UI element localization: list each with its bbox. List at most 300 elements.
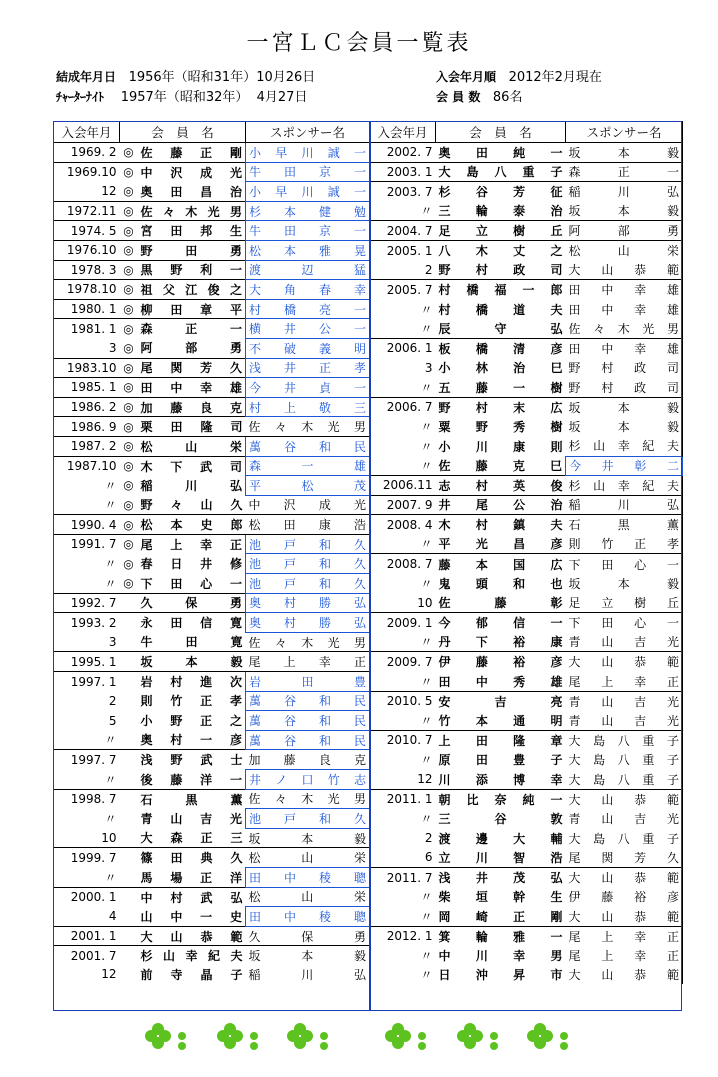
member-name: 箕 輪 雅 一: [436, 926, 566, 946]
table-row: [54, 574, 683, 594]
sponsor-name: [566, 319, 683, 339]
sponsor-name: [246, 672, 370, 692]
join-date: 2001. 1: [54, 926, 120, 946]
join-date: 1992. 7: [54, 593, 120, 613]
table-row: [54, 338, 683, 358]
member-name: 中 川 幸 男: [438, 948, 563, 963]
sponsor-name: [246, 338, 370, 358]
join-date: 〃: [420, 576, 433, 591]
sponsor-text: 石 黒 薫: [568, 518, 679, 533]
table-row: [54, 534, 683, 554]
member-name: 渡 邊 大 輔: [438, 831, 563, 846]
join-date: 1978. 3: [54, 260, 120, 280]
table-row: [54, 182, 683, 202]
member-name: 上 田 隆 章: [436, 730, 566, 750]
charter-mark: [120, 730, 138, 750]
member-name: 野 々 山 久: [140, 498, 243, 513]
column-divider: [369, 121, 371, 1011]
join-date: 〃: [420, 302, 433, 317]
sponsor-name: [566, 809, 683, 829]
charter-mark: ◎: [123, 478, 134, 493]
member-name: 野 村 末 広: [436, 397, 566, 417]
charter-mark: [120, 887, 138, 907]
sponsor-text: 佐 々 木 光 男: [248, 420, 366, 435]
sponsor-text: 萬 谷 和 民: [249, 694, 366, 709]
join-date: 2005. 1: [370, 240, 436, 260]
table-row: [54, 554, 683, 574]
member-name: 日 沖 昇 市: [438, 967, 563, 982]
member-name: 牛 田 寛: [140, 635, 243, 650]
join-date: 〃: [420, 635, 433, 650]
sponsor-name: [566, 162, 683, 182]
join-date: 2009. 7: [370, 652, 436, 672]
member-name: 春 日 井 修: [140, 557, 242, 572]
sponsor-name: [246, 201, 370, 221]
founded-label: 結成年月日: [56, 70, 117, 84]
member-name: 中 沢 成 光: [138, 162, 246, 182]
sponsor-name: [246, 456, 370, 476]
clover-icon: [217, 1023, 258, 1050]
sponsor-text: 今 井 彰 二: [569, 459, 679, 474]
member-name: 稲 川 弘: [140, 478, 243, 493]
charter-mark: [120, 848, 138, 868]
charter-mark: ◎: [120, 515, 138, 535]
sponsor-text: 池 戸 和 久: [249, 537, 366, 552]
join-date: 2004. 7: [370, 221, 436, 241]
join-date: 〃: [54, 770, 120, 790]
sponsor-text: 大 山 恭 範: [568, 871, 680, 886]
member-name: 安 吉 亮: [436, 691, 566, 711]
clover-decoration: [130, 1018, 690, 1058]
join-date: 2006.11: [370, 476, 436, 496]
join-date: 2009. 1: [370, 613, 436, 633]
header-sponsor: スポンサー名: [246, 122, 370, 143]
sponsor-name: [246, 632, 370, 652]
member-name: 前 寺 晶 子: [140, 967, 243, 982]
sponsor-text: 村 上 敬 三: [249, 400, 366, 415]
table-row: [54, 770, 683, 790]
member-name: 村 橋 道 夫: [438, 302, 563, 317]
charter-mark: ◎: [123, 556, 134, 571]
join-date: 2: [54, 691, 120, 711]
sponsor-name: [246, 926, 370, 946]
sponsor-text: 横 井 公 一: [249, 322, 366, 337]
sponsor-name: [566, 456, 683, 476]
join-date: 〃: [420, 713, 433, 728]
member-name: 朝 比 奈 純 一: [436, 789, 566, 809]
sponsor-name: [566, 828, 683, 848]
join-date: 10: [54, 828, 120, 848]
sponsor-name: [566, 201, 683, 221]
member-name: 山 中 一 史: [140, 909, 242, 924]
sponsor-name: [566, 789, 683, 809]
join-date: 〃: [54, 730, 120, 750]
member-name: 木 下 武 司: [138, 456, 246, 476]
sponsor-name: [566, 711, 683, 731]
sponsor-text: 田 中 幸 雄: [568, 302, 680, 317]
join-date: 3: [54, 632, 120, 652]
join-date: 1969. 2: [54, 143, 120, 163]
join-date: 2003. 1: [370, 162, 436, 182]
member-name: 中 村 武 弘: [138, 887, 246, 907]
sponsor-text: 青 山 吉 光: [568, 635, 680, 650]
charter-mark: ◎: [120, 143, 138, 163]
join-date: 2001. 7: [54, 946, 120, 965]
sponsor-name: [566, 515, 683, 535]
join-date: 〃: [420, 674, 433, 689]
member-name: 野 田 勇: [138, 240, 246, 260]
member-name: 原 田 豊 子: [438, 753, 563, 768]
member-name: 平 光 昌 彦: [438, 537, 563, 552]
sponsor-name: [246, 907, 370, 927]
member-name: 田 中 幸 雄: [138, 378, 246, 398]
table-row: [54, 593, 683, 613]
member-name: 尾 上 幸 正: [138, 534, 246, 554]
join-date: 2007. 9: [370, 495, 436, 515]
table-row: [54, 417, 683, 437]
table-row: [54, 240, 683, 260]
sponsor-text: 尾 上 幸 正: [568, 929, 680, 944]
join-date: 〃: [420, 380, 433, 395]
sponsor-text: 池 戸 和 久: [249, 576, 366, 591]
join-date: 2008. 7: [370, 554, 436, 574]
sponsor-name: [566, 495, 683, 515]
member-name: 加 藤 良 克: [138, 397, 246, 417]
sponsor-name: [246, 750, 370, 770]
charter-mark: [120, 691, 138, 711]
member-name: 伊 藤 裕 彦: [436, 652, 566, 672]
member-name: 岩 村 進 次: [138, 672, 246, 692]
join-date: 1991. 7: [54, 534, 120, 554]
charter-mark: ◎: [120, 417, 138, 437]
member-name: 杉 山 幸 紀 夫: [138, 946, 246, 965]
member-name: 黒 野 利 一: [138, 260, 246, 280]
sponsor-text: 池 戸 和 久: [249, 811, 366, 826]
sponsor-text: 大 島 八 重 子: [568, 753, 679, 768]
sponsor-name: [566, 907, 683, 927]
sponsor-name: [246, 436, 370, 456]
charter-mark: [120, 907, 138, 927]
sponsor-name: [566, 182, 683, 202]
sponsor-text: 杉 本 健 勉: [249, 204, 366, 219]
charter-mark: ◎: [120, 319, 138, 339]
sponsor-text: 坂 本 毅: [248, 831, 366, 846]
sponsor-text: 久 保 勇: [248, 929, 366, 944]
sponsor-name: [246, 515, 370, 535]
member-name: 田 中 秀 雄: [438, 674, 563, 689]
sponsor-text: 佐 々 木 光 男: [248, 635, 366, 650]
member-name: 佐 藤 克 巳: [438, 459, 562, 474]
member-name: 川 添 博 幸: [438, 772, 563, 787]
sponsor-text: 大 島 八 重 子: [568, 733, 679, 748]
join-date: 〃: [420, 948, 433, 963]
sponsor-name: [566, 358, 683, 378]
table-row: [54, 319, 683, 339]
member-name: 奥 田 昌 治: [140, 184, 242, 199]
sponsor-name: [566, 946, 683, 965]
member-table: [53, 121, 683, 984]
sponsor-name: [246, 221, 370, 241]
join-date: 〃: [54, 867, 120, 887]
table-row: [54, 867, 683, 887]
count-label: 会 員 数: [436, 90, 481, 104]
member-name: 佐 々 木 光 男: [138, 201, 246, 221]
join-date: 〃: [54, 574, 120, 594]
table-row: [54, 730, 683, 750]
charter-mark: [120, 711, 138, 731]
sponsor-name: [246, 789, 370, 809]
charter-mark: [120, 789, 138, 809]
header-sponsor-2: スポンサー名: [566, 122, 683, 143]
sponsor-name: [246, 319, 370, 339]
member-name: 三 輪 泰 治: [438, 204, 563, 219]
join-date: 1987.10: [54, 456, 120, 476]
table-row: [54, 632, 683, 652]
sponsor-text: 萬 谷 和 民: [249, 714, 366, 729]
table-row: [54, 299, 683, 319]
table-row: [54, 965, 683, 984]
charter-mark: ◎: [120, 260, 138, 280]
member-name: 篠 田 典 久: [138, 848, 246, 868]
member-name: 八 木 丈 之: [436, 240, 566, 260]
member-name: 佐 藤 彰: [438, 596, 563, 611]
sponsor-name: [246, 867, 370, 887]
sponsor-text: 松 山 栄: [568, 244, 679, 259]
join-date: 〃: [420, 439, 433, 454]
member-name: 栗 田 隆 司: [138, 417, 246, 437]
sponsor-text: 奥 村 勝 弘: [249, 596, 366, 611]
sponsor-name: [246, 887, 370, 907]
sponsor-name: [566, 632, 683, 652]
count-row: [436, 86, 522, 105]
sponsor-text: 奥 村 勝 弘: [249, 616, 366, 631]
join-date: 〃: [420, 811, 433, 826]
member-name: 藤 本 国 広: [436, 554, 566, 574]
table-row: [54, 907, 683, 927]
sponsor-text: 尾 上 幸 正: [568, 674, 680, 689]
sponsor-text: 佐 々 木 光 男: [248, 792, 366, 807]
sponsor-text: 大 山 恭 範: [568, 909, 680, 924]
join-date: 2010. 5: [370, 691, 436, 711]
table-row: [54, 809, 683, 829]
clover-icon: [457, 1023, 498, 1050]
sponsor-name: [246, 652, 370, 672]
sponsor-name: [566, 770, 683, 790]
table-row: [54, 280, 683, 300]
sponsor-name: [566, 965, 683, 984]
sponsor-name: [246, 613, 370, 633]
charter-value: 1957年（昭和32年） 4月27日: [120, 90, 308, 105]
sponsor-text: 大 山 恭 範: [568, 967, 680, 982]
header-join-date: 入会年月: [54, 122, 120, 143]
join-date: 1997. 7: [54, 750, 120, 770]
sponsor-text: 加 藤 良 克: [248, 753, 366, 768]
member-name: 奥 田 純 一: [436, 143, 566, 163]
join-date: 1990. 4: [54, 515, 120, 535]
join-date: 2: [424, 831, 433, 846]
sponsor-text: 松 本 雅 晃: [249, 243, 366, 258]
member-name: 立 川 智 浩: [438, 850, 563, 865]
sponsor-name: [246, 476, 370, 496]
sponsor-name: [246, 770, 370, 790]
sponsor-text: 村 橋 亮 一: [249, 302, 366, 317]
charter-mark: ◎: [120, 456, 138, 476]
charter-mark: ◎: [120, 240, 138, 260]
member-name: 森 正 一: [138, 319, 246, 339]
sponsor-text: 田 中 幸 雄: [568, 341, 680, 356]
page-title: 一宮ＬＣ会員一覧表: [246, 31, 472, 56]
sponsor-text: 杉 山 幸 紀 夫: [568, 439, 679, 454]
member-name: 鬼 頭 和 也: [438, 576, 563, 591]
sponsor-text: 坂 本 毅: [248, 949, 366, 964]
member-name: 松 本 史 郎: [138, 515, 246, 535]
join-date: 2011. 1: [370, 789, 436, 809]
sponsor-name: [566, 534, 683, 554]
member-name: 奥 村 一 彦: [140, 733, 242, 748]
table-row: [54, 848, 683, 868]
sponsor-text: 尾 関 芳 久: [568, 850, 680, 865]
charter-mark: [120, 946, 138, 965]
sponsor-text: 萬 谷 和 民: [249, 439, 366, 454]
sponsor-text: 則 竹 正 孝: [568, 537, 680, 552]
member-name: 松 山 栄: [138, 436, 246, 456]
clover-icon: [287, 1023, 328, 1050]
join-date: 2010. 7: [370, 730, 436, 750]
sponsor-name: [566, 338, 683, 358]
join-date: 12: [417, 772, 433, 787]
member-name: 井 尾 公 治: [436, 495, 566, 515]
join-date: 12: [54, 965, 120, 984]
member-name: 杉 谷 芳 征: [436, 182, 566, 202]
sponsor-text: 浅 井 正 孝: [249, 361, 366, 376]
member-name: 岡 崎 正 剛: [438, 909, 563, 924]
sponsor-name: [566, 613, 683, 633]
member-name: 柳 田 章 平: [138, 299, 246, 319]
sponsor-name: [246, 711, 370, 731]
sponsor-name: [246, 965, 370, 984]
join-date: 2: [424, 262, 433, 277]
join-date: 1981. 1: [54, 319, 120, 339]
sponsor-name: [566, 436, 683, 456]
join-date: 2012. 1: [370, 926, 436, 946]
charter-mark: ◎: [120, 397, 138, 417]
join-date: 4: [54, 907, 120, 927]
charter-mark: [120, 926, 138, 946]
sponsor-name: [246, 182, 370, 202]
join-date: 〃: [420, 537, 433, 552]
member-name: 大 島 八 重 子: [436, 162, 566, 182]
table-row: [54, 143, 683, 163]
sponsor-name: [566, 574, 683, 594]
sponsor-text: 稲 川 弘: [248, 967, 366, 982]
sponsor-name: [246, 240, 370, 260]
sponsor-text: 松 田 康 浩: [248, 518, 366, 533]
charter-mark: ◎: [123, 576, 134, 591]
join-date: 1987. 2: [54, 436, 120, 456]
member-name: 足 立 樹 丘: [436, 221, 566, 241]
sponsor-name: [566, 476, 683, 496]
header-member-name: 会 員 名: [120, 122, 246, 143]
charter-mark: ◎: [120, 378, 138, 398]
sponsor-text: 今 井 貞 一: [249, 380, 366, 395]
join-date: 1995. 1: [54, 652, 120, 672]
sponsor-text: 足 立 樹 丘: [568, 596, 680, 611]
join-date: 1976.10: [54, 240, 120, 260]
sponsor-text: 坂 本 毅: [568, 204, 679, 219]
charter-mark: ◎: [120, 299, 138, 319]
member-name: 宮 田 邦 生: [138, 221, 246, 241]
table-row: [54, 201, 683, 221]
member-name: 三 谷 敦: [438, 811, 563, 826]
sponsor-text: 井 ノ 口 竹 志: [249, 772, 366, 787]
join-date: 1998. 7: [54, 789, 120, 809]
sponsor-text: 尾 上 幸 正: [248, 655, 366, 670]
sponsor-text: 坂 本 毅: [568, 400, 679, 415]
sponsor-name: [246, 828, 370, 848]
sponsor-name: [246, 378, 370, 398]
sponsor-text: 萬 谷 和 民: [249, 733, 366, 748]
table-row: [54, 672, 683, 692]
charter-label: ﾁｬｰﾀｰﾅｲﾄ: [56, 90, 105, 104]
table-row: [54, 613, 683, 633]
charter-mark: [120, 672, 138, 692]
table-row: [54, 436, 683, 456]
clover-icon: [385, 1023, 426, 1050]
join-date: 2008. 4: [370, 515, 436, 535]
member-name: 志 村 英 俊: [436, 476, 566, 496]
sponsor-name: [566, 926, 683, 946]
sponsor-text: 田 中 幸 雄: [568, 283, 680, 298]
member-name: 板 橋 清 彦: [436, 338, 566, 358]
join-date: 1993. 2: [54, 613, 120, 633]
charter-row: [56, 86, 307, 105]
join-date: 〃: [420, 967, 433, 982]
table-row: [54, 691, 683, 711]
sponsor-name: [566, 867, 683, 887]
member-name: 村 橋 福 一 郎: [436, 280, 566, 300]
join-date: 2006. 7: [370, 397, 436, 417]
sponsor-text: 小 早 川 誠 一: [249, 184, 366, 199]
member-name: 辰 守 弘: [438, 321, 563, 336]
member-name: 青 山 吉 光: [140, 811, 242, 826]
sponsor-text: 青 山 吉 光: [568, 713, 680, 728]
member-name: 佐 藤 正 剛: [138, 143, 246, 163]
member-name: 柴 垣 幹 生: [438, 890, 563, 905]
table-row: [54, 495, 683, 515]
sponsor-text: 森 正 一: [568, 165, 679, 180]
sponsor-name: [246, 593, 370, 613]
sponsor-name: [566, 730, 683, 750]
member-name: 浅 井 茂 弘: [436, 867, 566, 887]
join-date: 2000. 1: [54, 887, 120, 907]
member-name: 浅 野 武 士: [138, 750, 246, 770]
sponsor-text: 森 一 雄: [249, 459, 366, 474]
sponsor-text: 牛 田 京 一: [249, 165, 366, 180]
sponsor-text: 坂 本 毅: [568, 576, 679, 591]
charter-mark: ◎: [120, 280, 138, 300]
member-name: 石 黒 薫: [138, 789, 246, 809]
table-row: [54, 828, 683, 848]
join-date: 1985. 1: [54, 378, 120, 398]
join-date: 10: [417, 595, 433, 610]
order-row: [436, 66, 602, 85]
sponsor-text: 下 田 心 一: [568, 557, 680, 572]
join-date: 5: [54, 711, 120, 731]
sponsor-text: 田 中 稜 聰: [249, 909, 366, 924]
join-date: 〃: [420, 909, 433, 924]
member-name: 小 川 康 則: [438, 439, 563, 454]
table-row: [54, 789, 683, 809]
